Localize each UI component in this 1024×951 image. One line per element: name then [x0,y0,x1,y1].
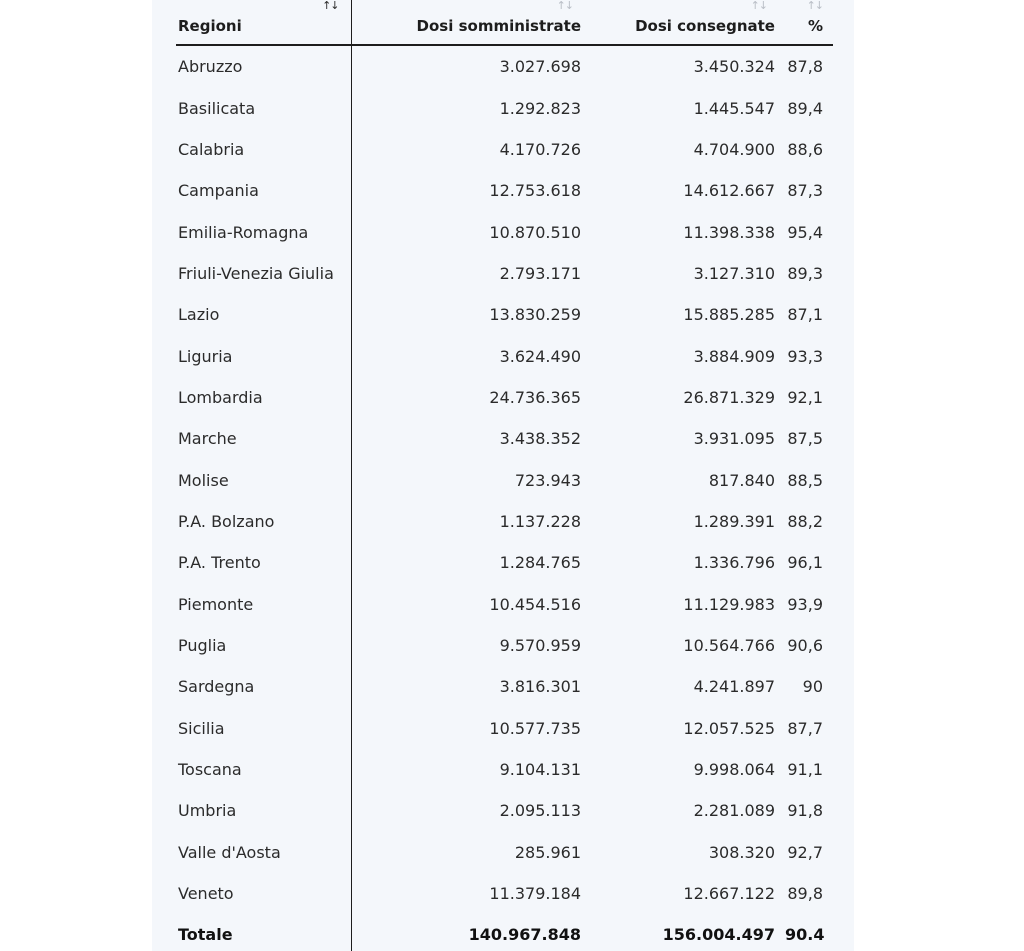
cell-percent: 89,3 [787,263,823,283]
cell-dosi-consegnate: 14.612.667 [683,181,775,201]
table-row [176,418,833,459]
table-body [176,45,833,951]
cell-dosi-consegnate: 3.450.324 [693,57,775,77]
cell-dosi-somministrate: 1.292.823 [499,98,581,118]
column-header-percent[interactable] [785,0,833,45]
sort-arrows-icon[interactable]: ↑↓ [806,0,823,12]
cell-percent: 88,5 [787,470,823,490]
cell-percent: 87,1 [787,305,823,325]
cell-dosi-consegnate: 4.704.900 [693,139,775,159]
table-row [176,87,833,128]
sort-arrows-icon[interactable]: ↑↓ [750,0,767,12]
cell-percent: 93,3 [787,346,823,366]
column-header-label: Dosi somministrate [416,17,581,35]
cell-dosi-consegnate: 15.885.285 [683,305,775,325]
table-row [176,666,833,707]
cell-dosi-consegnate: 308.320 [708,842,775,862]
cell-percent: 96,1 [787,553,823,573]
cell-dosi-somministrate: 140.967.848 [468,925,581,945]
cell-dosi-somministrate: 3.027.698 [499,57,581,77]
sort-arrows-icon[interactable]: ↑↓ [556,0,573,12]
cell-region: Emilia-Romagna [176,211,351,252]
table-row [176,501,833,542]
column-header-dosi-somministrate[interactable] [351,0,591,45]
column-header-label: Regioni [178,17,242,35]
table-row [176,335,833,376]
cell-dosi-somministrate: 13.830.259 [489,305,581,325]
cell-region: Sicilia [176,708,351,749]
cell-dosi-somministrate: 2.793.171 [499,263,581,283]
table-row [176,170,833,211]
cell-region: Valle d'Aosta [176,832,351,873]
cell-dosi-somministrate: 3.438.352 [499,429,581,449]
cell-percent: 87,8 [787,57,823,77]
cell-dosi-somministrate: 723.943 [514,470,581,490]
table-row [176,459,833,500]
cell-dosi-consegnate: 3.884.909 [693,346,775,366]
cell-percent: 95,4 [787,222,823,242]
cell-region: Marche [176,418,351,459]
cell-region: Molise [176,459,351,500]
table-row [176,832,833,873]
cell-percent: 88,6 [787,139,823,159]
cell-dosi-consegnate: 1.289.391 [693,511,775,531]
cell-dosi-somministrate: 9.570.959 [499,635,581,655]
table-row [176,790,833,831]
cell-dosi-somministrate: 11.379.184 [489,884,581,904]
cell-region: Totale [176,914,351,951]
cell-dosi-somministrate: 3.624.490 [499,346,581,366]
cell-dosi-somministrate: 24.736.365 [489,387,581,407]
vaccine-doses-table-wrap [176,0,833,951]
table-row [176,583,833,624]
cell-percent: 91,1 [787,760,823,780]
cell-region: P.A. Trento [176,542,351,583]
cell-dosi-somministrate: 1.137.228 [499,511,581,531]
column-header-regioni[interactable] [176,0,351,45]
table-row [176,211,833,252]
cell-region: Piemonte [176,583,351,624]
cell-percent: 87,3 [787,181,823,201]
cell-dosi-consegnate: 10.564.766 [683,635,775,655]
cell-region: Abruzzo [176,45,351,87]
cell-region: Puglia [176,625,351,666]
cell-dosi-consegnate: 3.127.310 [693,263,775,283]
column-header-label: % [807,17,823,35]
cell-region: Lazio [176,294,351,335]
cell-dosi-somministrate: 10.870.510 [489,222,581,242]
cell-percent: 88,2 [787,511,823,531]
cell-region: Campania [176,170,351,211]
cell-dosi-somministrate: 1.284.765 [499,553,581,573]
cell-dosi-consegnate: 26.871.329 [683,387,775,407]
cell-dosi-consegnate: 3.931.095 [693,429,775,449]
cell-dosi-somministrate: 3.816.301 [499,677,581,697]
table-row [176,253,833,294]
cell-dosi-somministrate: 2.095.113 [499,801,581,821]
cell-region: Umbria [176,790,351,831]
table-row [176,377,833,418]
table-row [176,294,833,335]
cell-dosi-consegnate: 156.004.497 [662,925,775,945]
sort-arrows-icon[interactable]: ↑↓ [322,0,339,12]
cell-percent: 87,7 [787,718,823,738]
cell-dosi-consegnate: 4.241.897 [693,677,775,697]
cell-dosi-consegnate: 2.281.089 [693,801,775,821]
cell-dosi-consegnate: 1.445.547 [693,98,775,118]
table-row [176,129,833,170]
cell-dosi-somministrate: 10.577.735 [489,718,581,738]
cell-percent: 89,8 [787,884,823,904]
cell-region: P.A. Bolzano [176,501,351,542]
table-row [176,749,833,790]
cell-region: Sardegna [176,666,351,707]
cell-dosi-somministrate: 10.454.516 [489,594,581,614]
cell-dosi-consegnate: 12.057.525 [683,718,775,738]
cell-percent: 91,8 [787,801,823,821]
column-header-label: Dosi consegnate [635,17,775,35]
cell-region: Lombardia [176,377,351,418]
cell-percent: 90.4 [785,925,825,945]
cell-percent: 90 [802,677,823,697]
table-row [176,873,833,914]
cell-dosi-somministrate: 285.961 [514,842,581,862]
cell-dosi-consegnate: 11.129.983 [683,594,775,614]
column-header-dosi-consegnate[interactable] [591,0,785,45]
table-header-row [176,0,833,45]
table-row [176,708,833,749]
cell-dosi-consegnate: 9.998.064 [693,760,775,780]
cell-region: Calabria [176,129,351,170]
cell-region: Liguria [176,335,351,376]
cell-percent: 90,6 [787,635,823,655]
cell-dosi-consegnate: 1.336.796 [693,553,775,573]
cell-percent: 93,9 [787,594,823,614]
cell-dosi-consegnate: 11.398.338 [683,222,775,242]
cell-dosi-consegnate: 12.667.122 [683,884,775,904]
vaccine-doses-table [176,0,833,951]
table-row [176,625,833,666]
cell-region: Veneto [176,873,351,914]
cell-percent: 92,7 [787,842,823,862]
cell-dosi-somministrate: 4.170.726 [499,139,581,159]
cell-percent: 87,5 [787,429,823,449]
cell-dosi-somministrate: 9.104.131 [499,760,581,780]
cell-dosi-consegnate: 817.840 [708,470,775,490]
cell-region: Friuli-Venezia Giulia [176,253,351,294]
cell-dosi-somministrate: 12.753.618 [489,181,581,201]
cell-percent: 89,4 [787,98,823,118]
table-panel [152,0,854,951]
cell-region: Basilicata [176,87,351,128]
table-total-row [176,914,833,951]
table-row [176,542,833,583]
table-row [176,45,833,87]
cell-region: Toscana [176,749,351,790]
cell-percent: 92,1 [787,387,823,407]
